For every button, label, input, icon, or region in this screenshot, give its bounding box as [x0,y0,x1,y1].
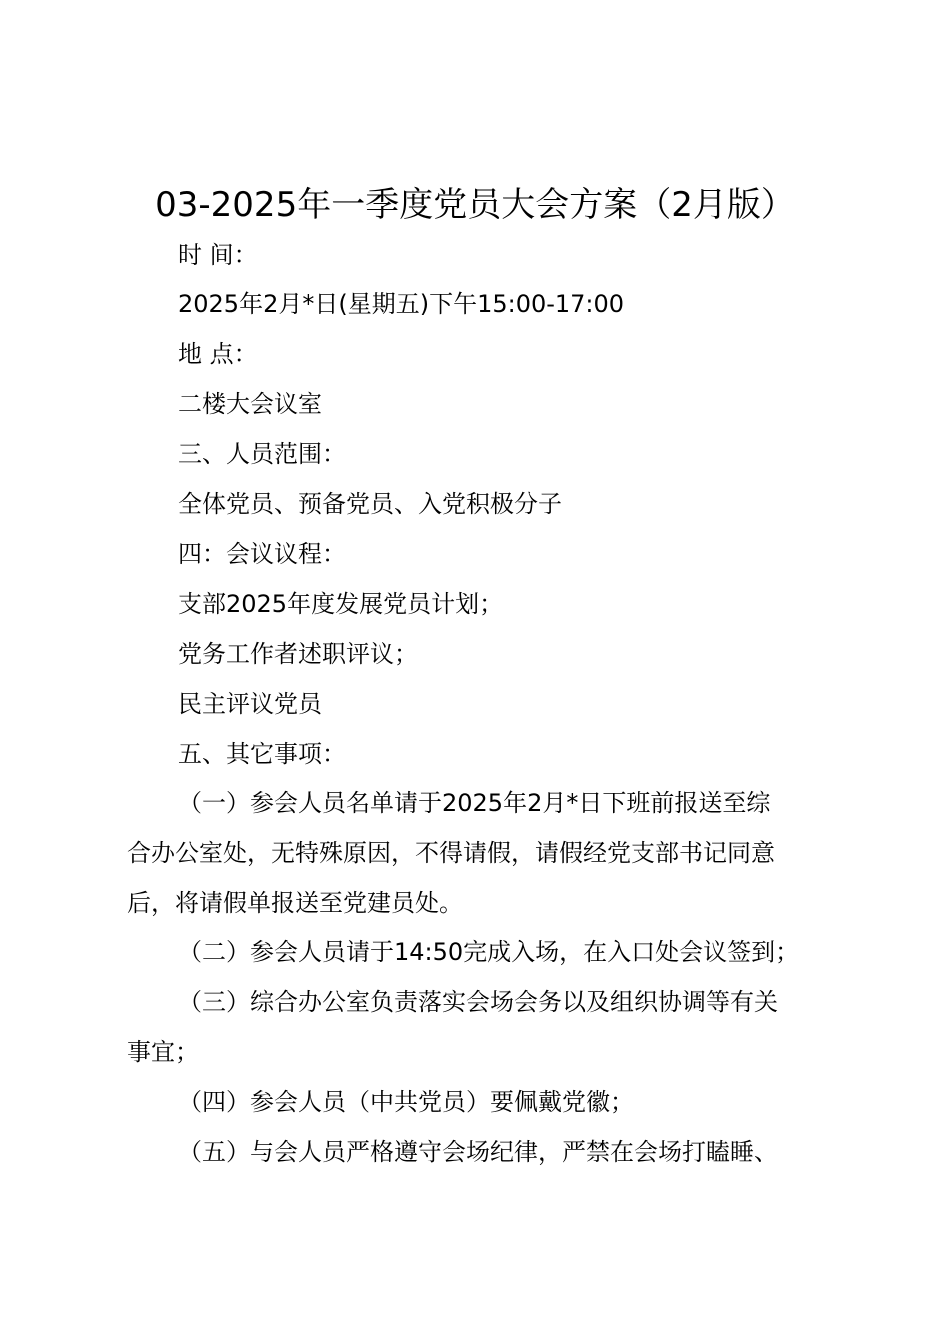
paragraph-line: 事宜； [127,1038,199,1066]
time-value: 2025年2月*日(星期五)下午15:00-17:00 [178,290,625,318]
location-value: 二楼大会议室 [178,390,322,418]
location-label: 地 点： [178,340,258,368]
paragraph-line: （三）综合办公室负责落实会场会务以及组织协调等有关 [178,988,778,1016]
agenda-item: 支部2025年度发展党员计划； [178,590,504,618]
section-heading-attendees: 三、人员范围： [178,440,346,468]
document-title: 03-2025年一季度党员大会方案（2月版） [155,185,795,225]
paragraph-line: （二）参会人员请于14:50完成入场，在入口处会议签到； [178,938,800,966]
paragraph-line: （五）与会人员严格遵守会场纪律，严禁在会场打瞌睡、 [178,1138,778,1166]
agenda-item: 民主评议党员 [178,690,322,718]
attendees-text: 全体党员、预备党员、入党积极分子 [178,490,562,518]
agenda-item: 党务工作者述职评议； [178,640,418,668]
paragraph-line: （四）参会人员（中共党员）要佩戴党徽； [178,1088,634,1116]
time-label: 时 间： [178,241,258,269]
paragraph-line: （一）参会人员名单请于2025年2月*日下班前报送至综 [178,789,771,817]
paragraph-line: 合办公室处，无特殊原因，不得请假，请假经党支部书记同意 [127,839,775,867]
paragraph-line: 后，将请假单报送至党建员处。 [127,889,463,917]
section-heading-other: 五、其它事项： [178,740,346,768]
section-heading-agenda: 四：会议议程： [178,540,346,568]
